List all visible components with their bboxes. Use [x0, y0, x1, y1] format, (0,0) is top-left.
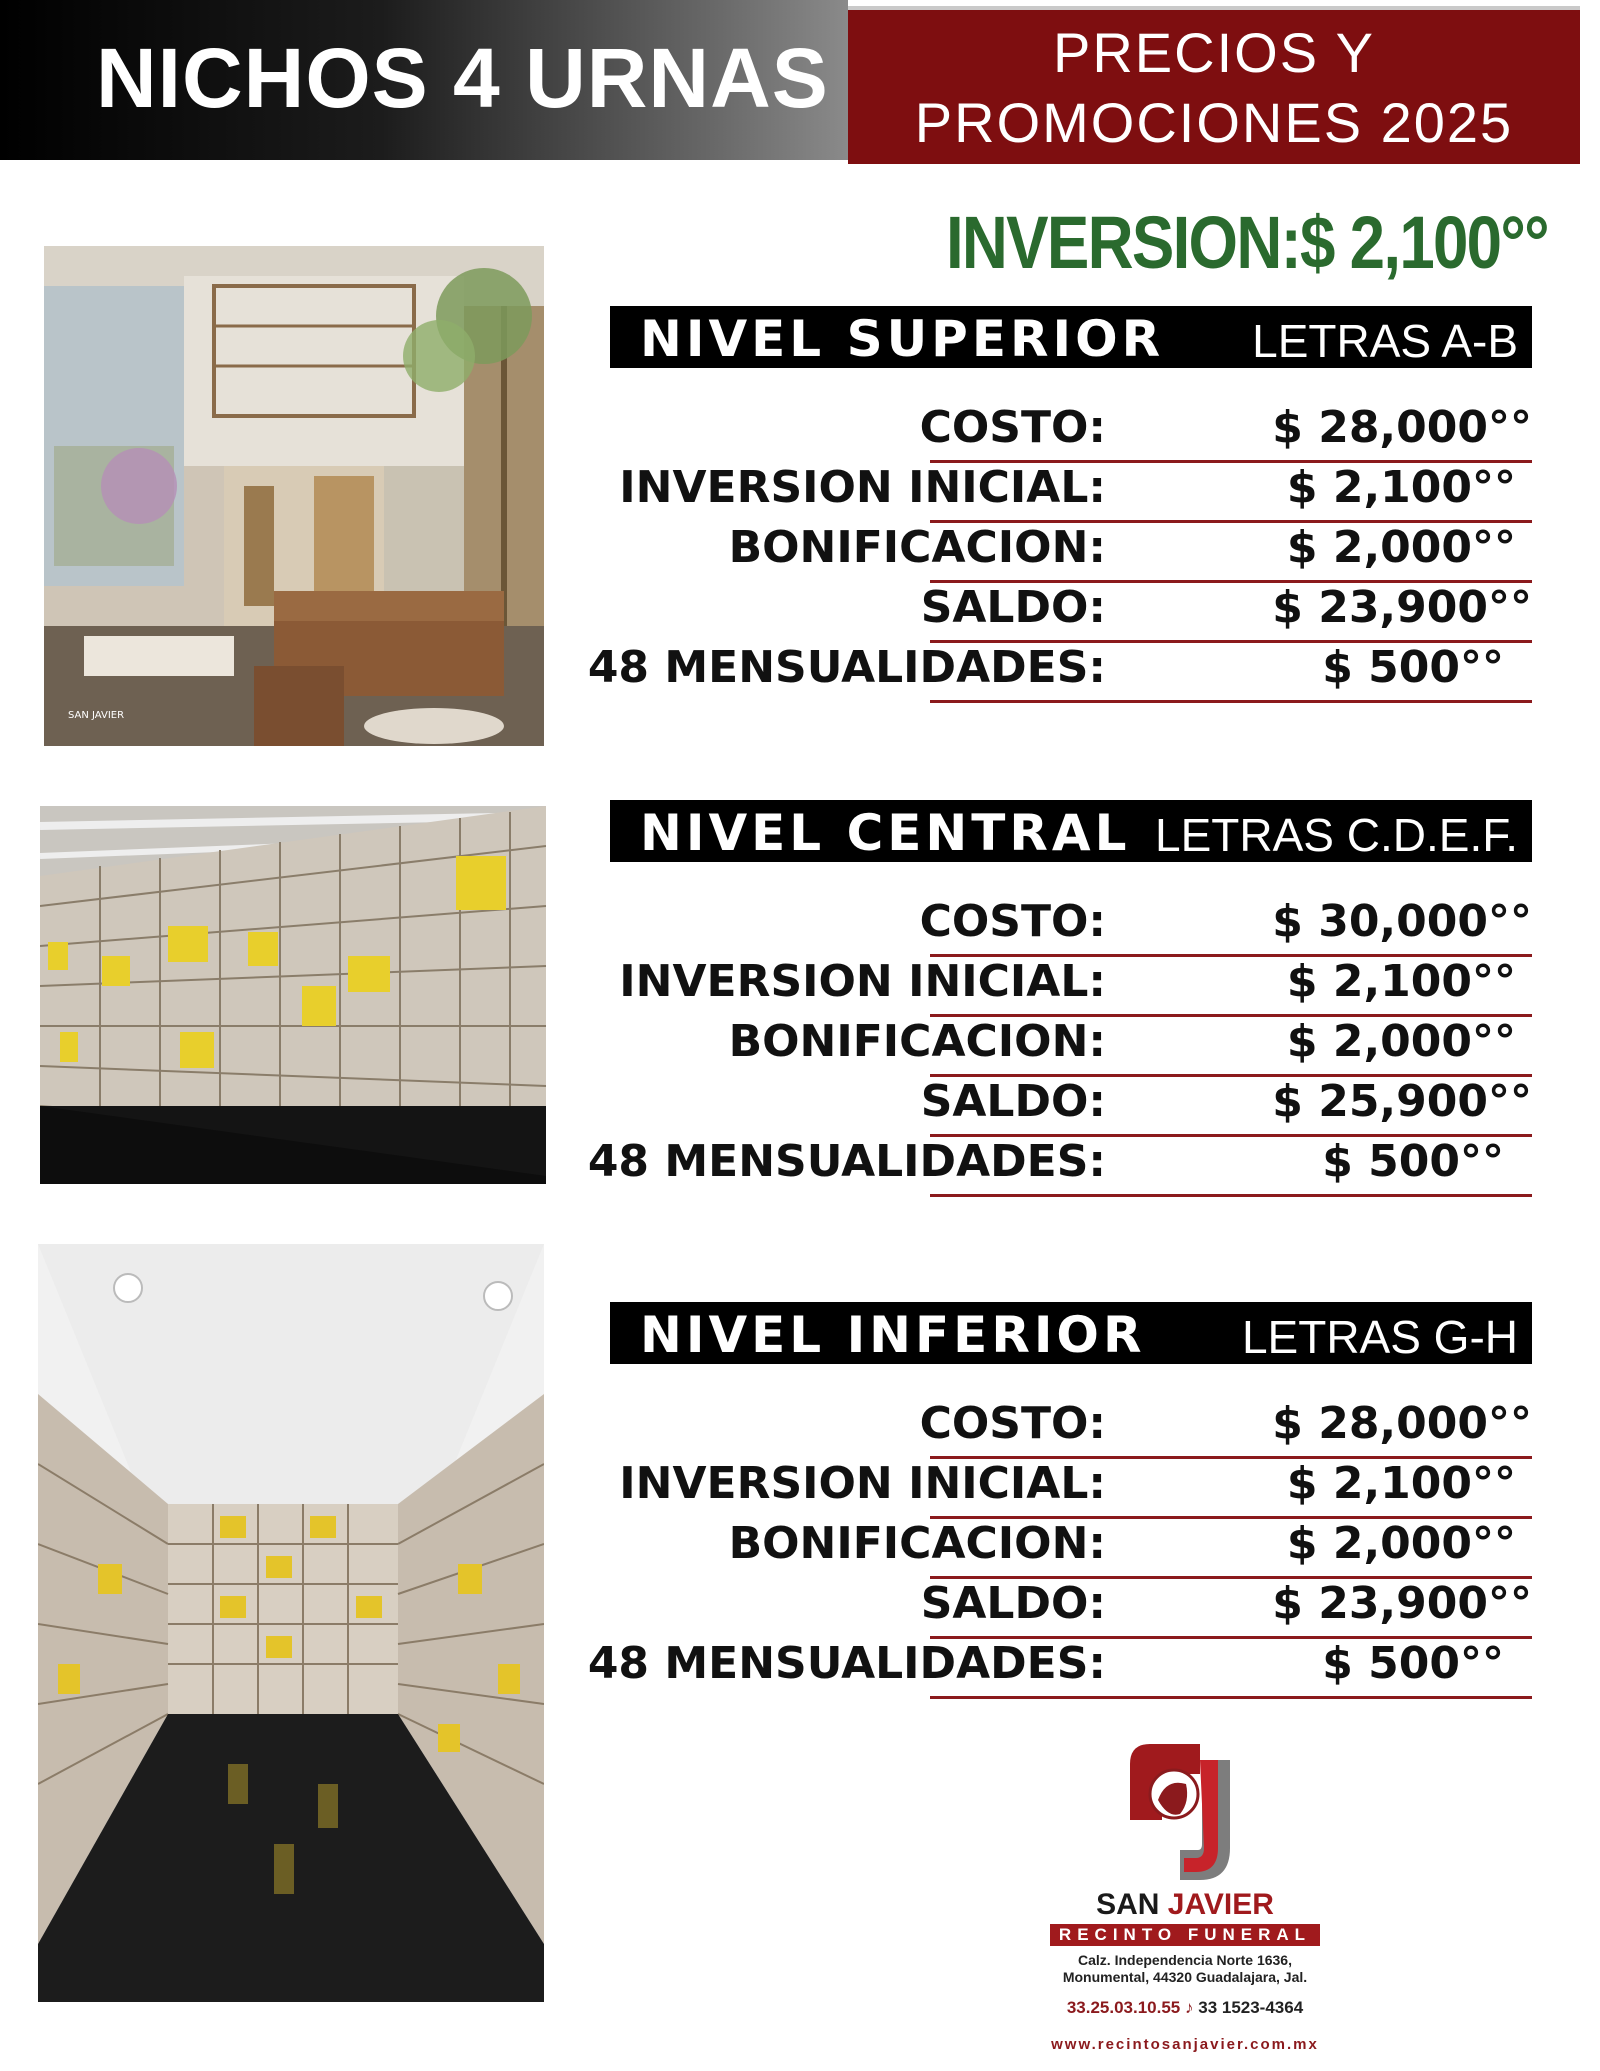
- photo-interior-lobby: [44, 246, 544, 746]
- price-label: SALDO:: [920, 582, 1106, 633]
- price-value: $ 28,000°°: [1272, 402, 1532, 453]
- price-row-inversion-inicial: [610, 956, 1532, 1016]
- section-letters: LETRAS G-H: [1241, 1311, 1518, 1363]
- photo-niche-wall: [40, 806, 546, 1184]
- section-title: NIVEL CENTRAL: [640, 804, 1131, 862]
- price-label: INVERSION INICIAL:: [619, 462, 1106, 513]
- price-value: $ 2,000°°: [1286, 1518, 1516, 1569]
- section-title: NIVEL INFERIOR: [640, 1306, 1146, 1364]
- price-row-bonificacion: [610, 1016, 1532, 1076]
- section-nivel-central: [587, 800, 1532, 1240]
- music-note-icon: ♪: [1185, 1998, 1199, 2017]
- price-label: INVERSION INICIAL:: [619, 956, 1106, 1007]
- price-value: $ 2,100°°: [1286, 462, 1516, 513]
- section-letters: LETRAS C.D.E.F.: [1155, 809, 1518, 861]
- price-label: COSTO:: [919, 1398, 1106, 1449]
- price-value: $ 23,900°°: [1272, 582, 1532, 633]
- price-row-inversion-inicial: [610, 1458, 1532, 1518]
- logo-mark-icon: [1040, 1730, 1330, 1890]
- price-label: SALDO:: [920, 1076, 1106, 1127]
- price-value: $ 2,000°°: [1286, 522, 1516, 573]
- row-divider: [930, 1696, 1532, 1699]
- price-row-saldo: [610, 1076, 1532, 1136]
- price-label: BONIFICACION:: [728, 1518, 1106, 1569]
- brand-subtitle: RECINTO FUNERAL: [1050, 1924, 1320, 1946]
- price-row-costo: [610, 1398, 1532, 1458]
- photo-watermark: SAN JAVIER: [68, 710, 125, 721]
- price-label: BONIFICACION:: [728, 522, 1106, 573]
- section-header-bar: [610, 1302, 1532, 1364]
- price-value: $ 500°°: [1322, 1136, 1504, 1187]
- photo-niche-corridor: [38, 1244, 544, 2002]
- row-divider: [930, 1194, 1532, 1197]
- inversion-headline: INVERSION:$ 2,100°°: [946, 201, 1548, 284]
- website-link[interactable]: www.recintosanjavier.com.mx: [1051, 2036, 1319, 2053]
- price-value: $ 23,900°°: [1272, 1578, 1532, 1629]
- section-header-bar: [610, 800, 1532, 862]
- price-value: $ 2,100°°: [1286, 1458, 1516, 1509]
- address-line: Monumental, 44320 Guadalajara, Jal.: [1062, 1969, 1308, 1985]
- address-line: Calz. Independencia Norte 1636,: [1078, 1952, 1292, 1968]
- price-row-bonificacion: [610, 1518, 1532, 1578]
- section-nivel-superior: [587, 306, 1532, 746]
- price-label: BONIFICACION:: [728, 1016, 1106, 1067]
- price-row-bonificacion: [610, 522, 1532, 582]
- header-subtitle-line2: PROMOCIONES 2025: [914, 91, 1514, 154]
- price-row-mensualidades: [587, 1638, 1532, 1698]
- price-label: 48 MENSUALIDADES:: [587, 642, 1106, 693]
- header-title-banner: [0, 0, 848, 160]
- price-row-mensualidades: [587, 1136, 1532, 1196]
- price-value: $ 2,000°°: [1286, 1016, 1516, 1067]
- page-title: NICHOS 4 URNAS: [96, 31, 829, 125]
- section-header-bar: [610, 306, 1532, 368]
- phone-number[interactable]: 33.25.03.10.55: [1066, 1998, 1181, 2017]
- header-subtitle-line1: PRECIOS Y: [1053, 21, 1375, 84]
- price-label: COSTO:: [919, 402, 1106, 453]
- section-title: NIVEL SUPERIOR: [640, 310, 1165, 368]
- price-value: $ 500°°: [1322, 1638, 1504, 1689]
- price-value: $ 500°°: [1322, 642, 1504, 693]
- brand-address: [1030, 1952, 1340, 1986]
- price-value: $ 2,100°°: [1286, 956, 1516, 1007]
- price-label: 48 MENSUALIDADES:: [587, 1638, 1106, 1689]
- brand-phones: [1030, 1998, 1340, 2018]
- price-label: SALDO:: [920, 1578, 1106, 1629]
- price-value: $ 28,000°°: [1272, 1398, 1532, 1449]
- price-row-inversion-inicial: [610, 462, 1532, 522]
- price-row-mensualidades: [587, 642, 1532, 702]
- price-value: $ 25,900°°: [1272, 1076, 1532, 1127]
- brand-name: SAN JAVIER: [1096, 1888, 1274, 1921]
- price-label: INVERSION INICIAL:: [619, 1458, 1106, 1509]
- price-row-costo: [610, 896, 1532, 956]
- price-row-saldo: [610, 582, 1532, 642]
- price-row-saldo: [610, 1578, 1532, 1638]
- price-value: $ 30,000°°: [1272, 896, 1532, 947]
- section-nivel-inferior: [587, 1302, 1532, 1742]
- price-label: COSTO:: [919, 896, 1106, 947]
- section-letters: LETRAS A-B: [1252, 315, 1518, 367]
- price-row-costo: [610, 402, 1532, 462]
- header-subtitle-banner: [848, 6, 1580, 164]
- price-label: 48 MENSUALIDADES:: [587, 1136, 1106, 1187]
- phone-number[interactable]: 33 1523-4364: [1198, 1998, 1304, 2017]
- row-divider: [930, 700, 1532, 703]
